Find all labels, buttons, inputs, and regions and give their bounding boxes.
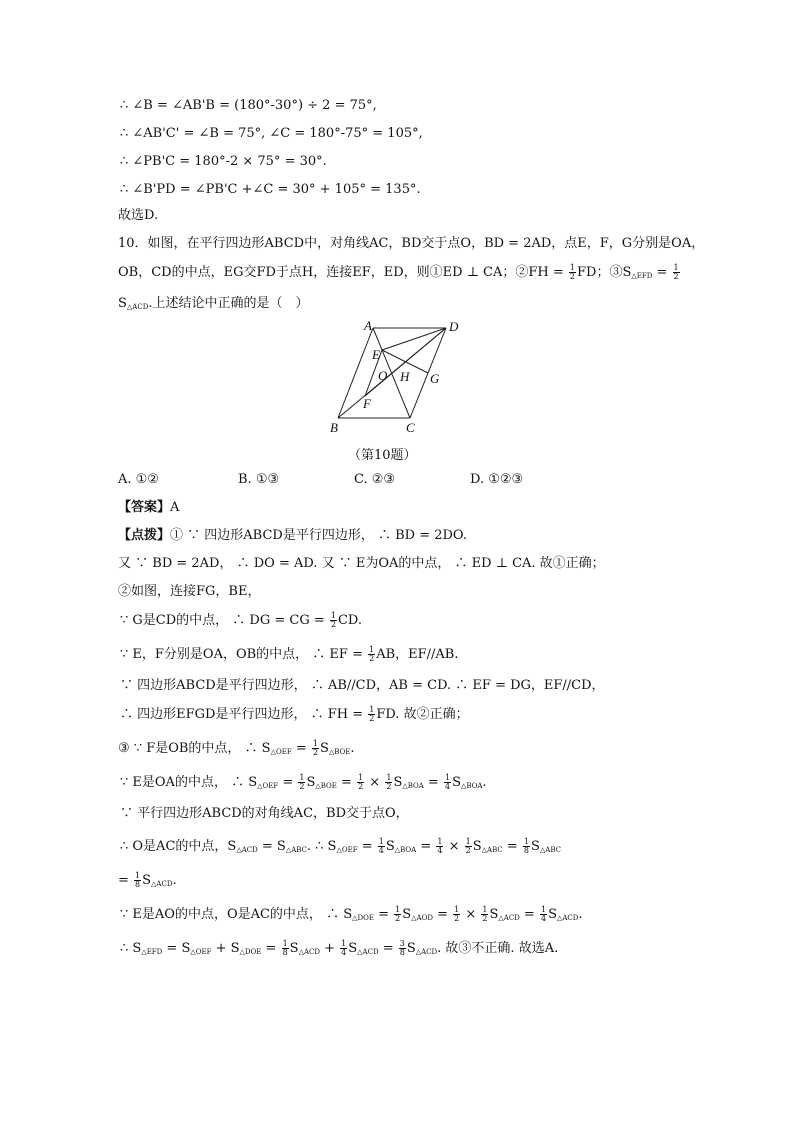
- figure-caption: （第10题）: [348, 448, 417, 463]
- analysis-line-10: ∵ 平行四边形ABCD的对角线AC，BD交于点O，: [120, 806, 409, 821]
- analysis-line-1: 【点拨】① ∵ 四边形ABCD是平行四边形， ∴ BD = 2DO.: [118, 528, 467, 543]
- label-o: O: [378, 368, 388, 383]
- label-c: C: [406, 420, 415, 435]
- analysis-line-2: 又 ∵ BD = 2AD， ∴ DO = AD. 又 ∵ E为OA的中点， ∴ ED ⊥ CA. 故①正确；: [118, 556, 605, 571]
- option-d: D. ①②③: [470, 472, 524, 487]
- analysis-line-6: ∵ 四边形ABCD是平行四边形， ∴ AB//CD，AB = CD. ∴ EF = DG，EF//CD，: [120, 678, 605, 693]
- prev-solution-line-1: ∴ ∠B = ∠AB'B = (180°-30°) ÷ 2 = 75°,: [120, 98, 377, 113]
- answer-tag: 【答案】: [118, 500, 171, 515]
- label-e: E: [372, 347, 380, 362]
- label-a: A: [364, 318, 372, 333]
- analysis-line-12: = $\frac{1}{8}$ $S_{\triangle ACD}$.: [118, 871, 177, 889]
- label-g: G: [430, 371, 440, 386]
- segment-ed: [382, 328, 446, 350]
- answer-line: [118, 500, 179, 516]
- analysis-line-7: ∴ 四边形EFGD是平行四边形， ∴ FH = $\frac{1}{2}$ FD. 故②正确；: [120, 705, 469, 723]
- prev-solution-conclusion: 故选D.: [118, 208, 159, 223]
- option-c: C. ②③: [354, 472, 396, 487]
- prev-solution-line-4: ∴ ∠B'PD = ∠PB'C +∠C = 30° + 105° = 135°.: [120, 182, 421, 197]
- analysis-line-14: ∴ $S_{\triangle EFD} = S_{\triangle OEF} + S_{\triangle DOE}$ = $\frac{1}{8}$ $S_{\triangle ACD}$ + $\frac{1}{4}$ $S_{\triangle ACD}$ = $\frac{3}{8}$ $S_{\triangle ACD}$. 故③不正确. 故选A.: [120, 939, 559, 957]
- analysis-tag: 【点拨】: [118, 528, 171, 543]
- analysis-line-3: ②如图，连接FG，BE，: [118, 584, 261, 599]
- question-line-1: 10．如图，在平行四边形ABCD中，对角线AC，BD交于点O，BD = 2AD，点E，F，G分别是OA，: [118, 236, 705, 251]
- label-d: D: [449, 319, 459, 334]
- analysis-line-11: ∴ O是AC的中点，$S_{\triangle ACD} = S_{\triangle ABC}$. ∴ $S_{\triangle OEF}$ = $\frac{1}{4}$ $S_{\triangle BOA}$ = $\frac{1}{4}$ × $\frac{1}{2}$ $S_{\triangle ABC}$ = $\frac{1}{8}$ $S_{\triangle ABC}$: [120, 837, 561, 855]
- analysis-line-5: ∵ E，F分别是OA，OB的中点， ∴ EF = $\frac{1}{2}$ AB，EF//AB.: [120, 645, 459, 663]
- prev-solution-line-3: ∴ ∠PB'C = 180°-2 × 75° = 30°.: [120, 154, 327, 169]
- analysis-line-8: ③ ∵ F是OB的中点， ∴ $S_{\triangle OEF}$ = $\frac{1}{2}$ $S_{\triangle BOE}$.: [118, 739, 355, 757]
- fraction-half: $\frac{1}{2}$: [569, 263, 576, 281]
- question-line-3: $S_{\triangle ACD}$.上述结论中正确的是（ ）: [118, 296, 309, 311]
- label-h: H: [400, 369, 410, 384]
- label-f: F: [363, 396, 371, 411]
- analysis-line-9: ∵ E是OA的中点， ∴ $S_{\triangle OEF}$ = $\frac{1}{2}$ $S_{\triangle BOE}$ = $\frac{1}{2}$ × $\frac{1}{2}$ $S_{\triangle BOA}$ = $\frac{1}{4}$ $S_{\triangle BOA}$.: [120, 773, 487, 791]
- prev-solution-line-2: ∴ ∠AB'C' = ∠B = 75°, ∠C = 180°-75° = 105°,: [120, 126, 423, 141]
- answer-value: A: [170, 500, 180, 515]
- analysis-line-4: ∵ G是CD的中点， ∴ DG = CG = $\frac{1}{2}$ CD.: [120, 611, 363, 629]
- option-a: A. ①②: [118, 472, 159, 487]
- option-b: B. ①③: [238, 472, 280, 487]
- question-line-2-text: OB，CD的中点，EG交FD于点H，连接EF，ED，则①ED ⊥ CA；②FH =: [118, 265, 568, 280]
- fraction-half: $\frac{1}{2}$: [673, 263, 679, 281]
- label-b: B: [330, 420, 338, 435]
- question-line-2: OB，CD的中点，EG交FD于点H，连接EF，ED，则①ED ⊥ CA；②FH = $\frac{1}{2}$ FD；$③S_{\triangle EFD}$ = $\frac{1}{2}$: [118, 263, 679, 281]
- analysis-line-13: ∵ E是AO的中点，O是AC的中点， ∴ $S_{\triangle DOE}$ = $\frac{1}{2}$ $S_{\triangle AOD}$ = $\frac{1}{2}$ × $\frac{1}{2}$ $S_{\triangle ACD}$ = $\frac{1}{4}$ $S_{\triangle ACD}$.: [120, 905, 583, 923]
- parallelogram-figure: [328, 318, 478, 440]
